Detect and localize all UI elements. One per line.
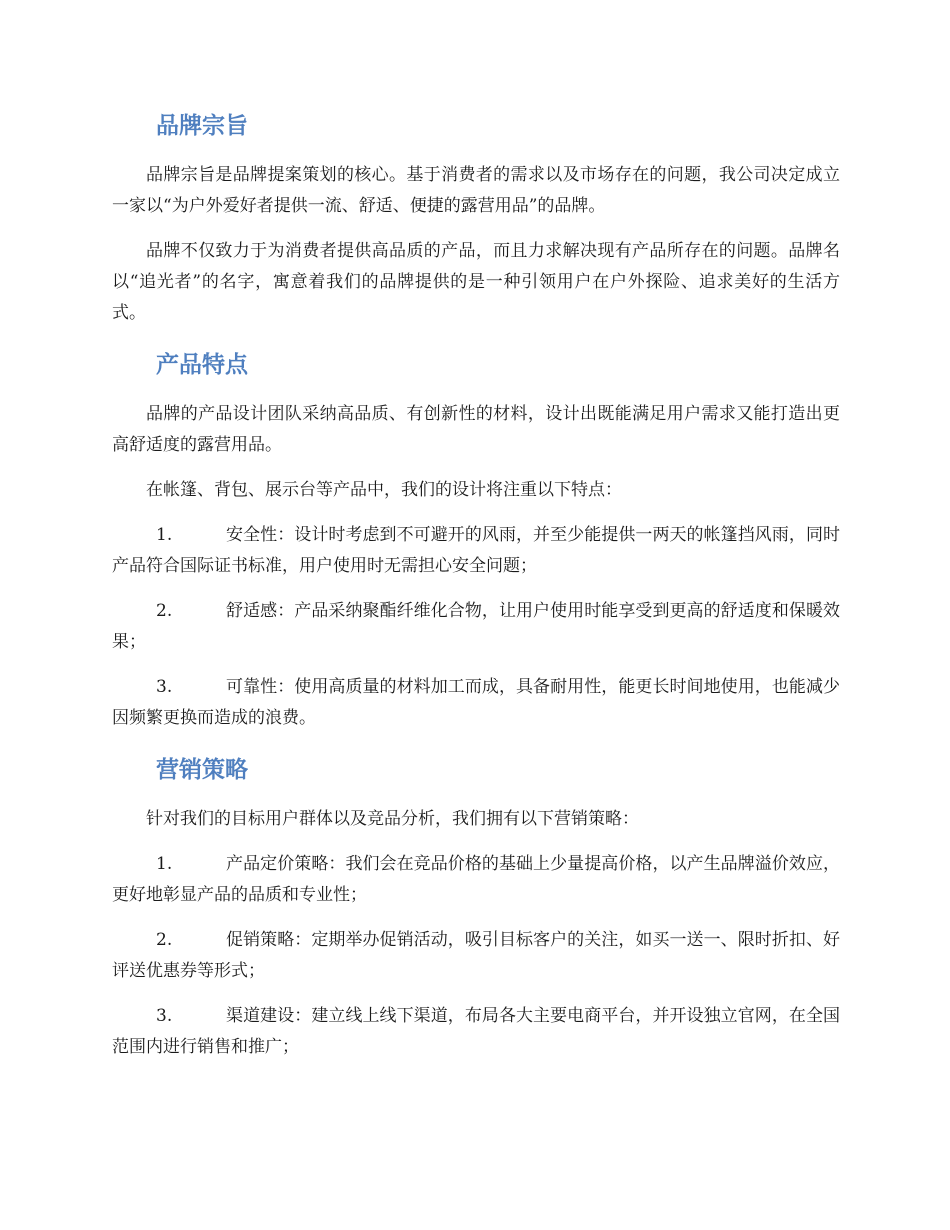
list-text: 舒适感：产品采纳聚酯纤维化合物，让用户使用时能享受到更高的舒适度和保暖效果； (112, 601, 840, 652)
list-number: 3. (156, 677, 173, 697)
list-item (112, 672, 840, 734)
list-item (112, 925, 840, 987)
list-text: 可靠性：使用高质量的材料加工而成，具备耐用性，能更长时间地使用，也能减少因频繁更换而造成的浪费。 (112, 677, 840, 728)
list-number: 2. (156, 601, 173, 621)
paragraph: 针对我们的目标用户群体以及竞品分析，我们拥有以下营销策略： (146, 809, 639, 829)
list-item (112, 1001, 840, 1063)
list-number: 1. (156, 854, 173, 874)
list-text: 促销策略：定期举办促销活动，吸引目标客户的关注，如买一送一、限时折扣、好评送优惠券等形式； (112, 930, 840, 981)
section-heading-brand-purpose: 品牌宗旨 (156, 113, 248, 139)
section-heading-product-features: 产品特点 (156, 352, 248, 378)
paragraph: 品牌的产品设计团队采纳高品质、有创新性的材料，设计出既能满足用户需求又能打造出更高舒适度的露营用品。 (112, 404, 840, 455)
document-page (112, 106, 840, 1063)
list-number: 1. (156, 525, 173, 545)
paragraph: 品牌不仅致力于为消费者提供高品质的产品，而且力求解决现有产品所存在的问题。品牌名以“追光者”的名字，寓意着我们的品牌提供的是一种引领用户在户外探险、追求美好的生活方式。 (112, 241, 840, 323)
list-text: 安全性：设计时考虑到不可避开的风雨，并至少能提供一两天的帐篷挡风雨，同时产品符合国际证书标准，用户使用时无需担心安全问题； (112, 525, 840, 576)
list-item (112, 849, 840, 911)
paragraph: 在帐篷、背包、展示台等产品中，我们的设计将注重以下特点： (146, 480, 622, 500)
list-item (112, 596, 840, 658)
list-number: 3. (156, 1006, 173, 1026)
section-heading-marketing-strategy: 营销策略 (156, 757, 248, 783)
paragraph: 品牌宗旨是品牌提案策划的核心。基于消费者的需求以及市场存在的问题，我公司决定成立一家以“为户外爱好者提供一流、舒适、便捷的露营用品”的品牌。 (112, 165, 840, 216)
list-text: 渠道建设：建立线上线下渠道，布局各大主要电商平台，并开设独立官网，在全国范围内进行销售和推广； (112, 1006, 840, 1057)
list-number: 2. (156, 930, 173, 950)
list-text: 产品定价策略：我们会在竞品价格的基础上少量提高价格，以产生品牌溢价效应，更好地彰显产品的品质和专业性； (112, 854, 840, 905)
list-item (112, 520, 840, 582)
